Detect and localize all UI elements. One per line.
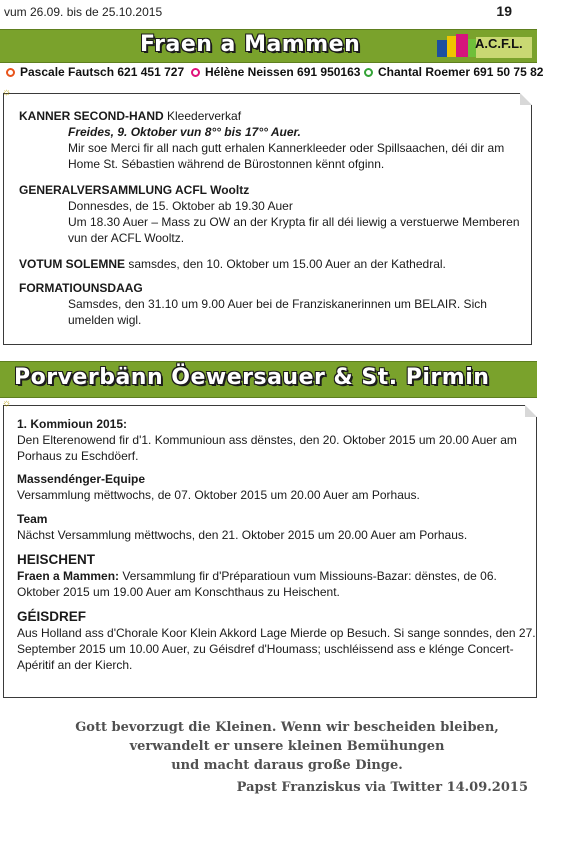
contact-text: Hélène Neissen 691 950163: [205, 65, 361, 79]
team-line: Nächst Versammlung mëttwochs, den 21. Oktober 2015 um 20.00 Auer am Porhaus.: [17, 528, 468, 542]
votum-line: [19, 257, 446, 273]
formation-line: umelden wigl.: [68, 313, 142, 327]
corner-fold: [520, 93, 532, 105]
votum-text: samsdes, den 10. Oktober um 15.00 Auer an der Kathedral.: [125, 257, 446, 271]
geisdref-line: September 2015 um 10.00 Auer, zu Géisdref d'Houmass; uschléissend ass e klénge Concert-: [17, 642, 514, 656]
section-title: Fraen a Mammen: [140, 32, 361, 57]
gv-heading: GENERALVERSAMMLUNG ACFL Wooltz: [19, 183, 250, 197]
phone-icon: [6, 68, 15, 77]
massendenger-line: Versammlung mëttwochs, de 07. Oktober 2015 um 20.00 Auer am Porhaus.: [17, 488, 420, 502]
phone-icon: [364, 68, 373, 77]
formation-heading: FORMATIOUNSDAAG: [19, 281, 143, 295]
heischent-line: Oktober 2015 um 19.00 Auer am Konschthaus zu Heischent.: [17, 585, 340, 599]
section-banner-fraen: [0, 29, 537, 63]
quote-line: verwandelt er unsere kleinen Bemühungen: [129, 739, 445, 754]
geisdref-line: Apéritif an der Kierch.: [17, 658, 133, 672]
sun-icon: ☼: [2, 398, 12, 409]
heischent-line: [17, 569, 497, 585]
massendenger-heading: Massendénger-Equipe: [17, 472, 146, 486]
formation-line: Samsdes, den 31.10 um 9.00 Auer bei de Franziskanerinnen um BELAIR. Sich: [68, 297, 487, 311]
section-banner-porverbaenn: [0, 361, 537, 398]
contact-chantal: [364, 65, 543, 79]
geisdref-heading: GÉISDREF: [17, 609, 87, 624]
gv-line: Donnesdes, de 15. Oktober ab 19.30 Auer: [68, 199, 293, 213]
geisdref-line: Aus Holland ass d'Chorale Koor Klein Akkord Lage Mierde op Besuch. Si sange sonndes, den 27.: [17, 626, 536, 640]
contact-helene: [191, 65, 360, 79]
kanner-heading: [19, 109, 241, 125]
kommioun-line: Den Elterenowend fir d'1. Kommunioun ass dënstes, den 20. Oktober 2015 um 20.00 Auer am: [17, 433, 517, 447]
kanner-line: Mir soe Merci fir all nach gutt erhalen Kannerkleeder oder Spillsaachen, déi dir am: [68, 141, 505, 155]
sun-icon: ☼: [2, 87, 12, 98]
quote-line: Gott bevorzugt die Kleinen. Wenn wir bescheiden bleiben,: [75, 720, 499, 735]
contact-text: Chantal Roemer 691 50 75 82: [378, 65, 544, 79]
section-title: Porverbänn Öewersauer & St. Pirmin: [14, 365, 490, 390]
heischent-group: Fraen a Mammen:: [17, 569, 120, 583]
gv-line: vun der ACFL Wooltz.: [68, 231, 185, 245]
heischent-heading: HEISCHENT: [17, 552, 96, 567]
kommioun-line: Porhaus zu Eschdöerf.: [17, 449, 139, 463]
kanner-date: Freides, 9. Oktober vun 8°° bis 17°° Auer.: [68, 125, 301, 139]
phone-icon: [191, 68, 200, 77]
kanner-line: Home St. Sébastien während de Bürostonnen kënnt ofginn.: [68, 157, 385, 171]
kanner-title: KANNER SECOND-HAND: [19, 109, 164, 123]
team-heading: Team: [17, 512, 48, 526]
page-number: 19: [496, 3, 512, 19]
kanner-subtitle: Kleederverkaf: [163, 109, 242, 123]
contact-pascale: [6, 65, 184, 79]
quote-author: Papst Franziskus via Twitter 14.09.2015: [236, 780, 528, 795]
contact-text: Pascale Fautsch 621 451 727: [20, 65, 185, 79]
heischent-text: Versammlung fir d'Préparatioun vum Missiouns-Bazar: dënstes, de 06.: [119, 569, 497, 583]
kommioun-heading: 1. Kommioun 2015:: [17, 417, 128, 431]
votum-title: VOTUM SOLEMNE: [19, 257, 126, 271]
gv-line: Um 18.30 Auer – Mass zu OW an der Krypta fir all déi liewig a verstuerwe Memberen: [68, 215, 520, 229]
date-range: vum 26.09. bis de 25.10.2015: [4, 5, 163, 19]
quote-line: und macht daraus große Dinge.: [171, 758, 403, 773]
acfl-logo-text: A.C.F.L.: [475, 36, 523, 51]
corner-fold: [525, 405, 537, 417]
